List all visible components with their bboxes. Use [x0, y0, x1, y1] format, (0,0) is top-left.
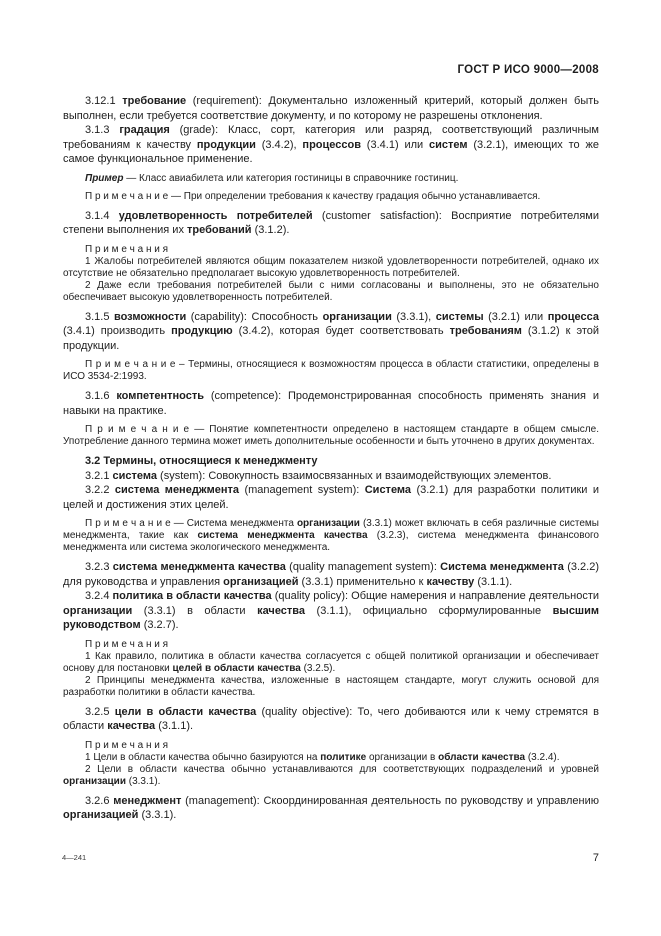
paragraph: [63, 705, 599, 734]
text-run: 2 Даже если требования потребителей были с ними согласованы и выполнены, это не обязательно обеспечивает высокую удовлетворенность потребителей.: [63, 279, 599, 303]
note-line: [63, 752, 599, 764]
text-run: (3.4.2),: [255, 138, 303, 151]
text-run: 1 Жалобы потребителей являются общим показателем низкой удовлетворенности потребителей, однако их отсутствие не обязательно предполагает высокую удовлетворенность потребителей.: [63, 255, 599, 279]
text-run: (competence): Продемонстрированная способность применять знания и навыки на практике.: [63, 390, 599, 417]
text-run: 3.2 Термины, относящиеся к менеджменту: [85, 455, 318, 467]
text-run: 3.2.5: [85, 705, 115, 718]
text-run: система менеджмента: [114, 484, 240, 496]
text-run: (3.1.1), официально сформулированные: [305, 604, 553, 617]
text-run: продукции: [196, 138, 256, 151]
footer-signature: 4—241: [62, 853, 87, 862]
text-run: требованиям: [449, 325, 522, 337]
text-run: 2 Цели в области качества обычно устанавливаются для соответствующих подразделений и уровней: [85, 763, 599, 775]
text-run: 1 Цели в области качества обычно базируются на: [85, 751, 321, 763]
text-run: система: [112, 469, 157, 482]
text-run: 3.1.6: [85, 390, 117, 402]
text-run: организации: [63, 775, 126, 787]
text-run: система менеджмента качества: [112, 561, 286, 573]
text-run: (3.2.7).: [140, 619, 179, 631]
note-line: [63, 256, 599, 280]
text-run: (3.3.1).: [125, 775, 161, 787]
section-heading: [63, 454, 599, 469]
text-run: цели в области качества: [114, 705, 257, 718]
text-run: (management system):: [239, 484, 365, 496]
text-run: организации: [322, 310, 392, 323]
text-run: (3.2.4).: [525, 751, 560, 763]
notes-group: [63, 244, 599, 304]
text-run: (3.2.2) для руководства и управления: [63, 561, 599, 588]
text-run: качеству: [426, 575, 475, 588]
notes-group: [63, 639, 599, 699]
text-run: (3.3.1).: [138, 809, 177, 821]
text-run: П р и м е ч а н и я: [85, 243, 169, 255]
note-line: [63, 651, 599, 675]
text-run: 3.1.3: [85, 124, 120, 136]
text-run: Система менеджмента: [440, 561, 564, 573]
text-run: систем: [429, 138, 468, 151]
text-run: (3.2.1) или: [483, 310, 548, 323]
text-run: (grade): Класс, сорт, категория или разряд, соответствующий различным требованиям к качеству: [63, 124, 599, 151]
text-run: (management): Скоординированная деятельность по руководству и управлению: [181, 794, 599, 807]
note-line: [63, 740, 599, 752]
note: [63, 518, 599, 554]
document-content: [63, 94, 599, 823]
paragraph: [63, 209, 599, 238]
text-run: (3.3.1),: [391, 310, 436, 323]
text-run: (capability): Способность: [186, 310, 323, 323]
paragraph: [63, 310, 599, 354]
paragraph: [63, 483, 599, 512]
text-run: 3.2.2: [85, 484, 115, 496]
text-run: качества: [257, 604, 306, 617]
note-line: [63, 764, 599, 788]
text-run: (requirement): Документально изложенный критерий, который должен быть выполнен, если требуется соответствие документу, и по которому не разрешены отклонения.: [63, 95, 600, 122]
page-header: ГОСТ Р ИСО 9000—2008: [457, 64, 599, 76]
text-run: (3.3.1) в области: [132, 604, 258, 617]
text-run: организацией: [223, 575, 299, 588]
text-run: требование: [122, 95, 187, 107]
text-run: области качества: [438, 751, 526, 763]
paragraph: [63, 794, 599, 823]
text-run: (3.1.2).: [251, 224, 290, 236]
text-run: (customer satisfaction): Восприятие потребителями степени выполнения их: [63, 209, 599, 236]
text-run: Пример: [85, 172, 124, 184]
text-run: градация: [119, 124, 170, 136]
text-run: (quality objective): То, чего добиваются или к чему стремятся в области: [63, 705, 600, 732]
text-run: 3.2.4: [85, 590, 113, 602]
text-run: 3.2.6: [85, 794, 114, 807]
note-line: [63, 280, 599, 304]
text-run: системы: [435, 310, 484, 323]
note: [63, 359, 599, 383]
text-run: — Класс авиабилета или категория гостиницы в справочнике гостиниц.: [123, 172, 459, 184]
note-line: [63, 639, 599, 651]
text-run: организации в: [366, 751, 439, 763]
text-run: 3.2.1: [85, 469, 113, 482]
text-run: процесса: [547, 310, 599, 323]
text-run: П р и м е ч а н и е — Понятие компетентности определено в настоящем стандарте в общем смысле. Употребление данного термина может иметь дополнительные особенности и быть уточнено в других документах.: [63, 424, 599, 447]
text-run: возможности: [113, 310, 187, 323]
paragraph: [63, 389, 599, 418]
text-run: организацией: [63, 809, 139, 821]
paragraph: [63, 123, 599, 167]
text-run: П р и м е ч а н и я: [85, 638, 169, 650]
paragraph: [63, 469, 599, 484]
text-run: (3.1.1).: [155, 720, 194, 732]
text-run: (quality management system):: [285, 561, 441, 573]
text-run: компетентность: [116, 390, 205, 402]
page-number: 7: [592, 852, 599, 864]
text-run: 3.1.4: [85, 209, 119, 222]
text-run: П р и м е ч а н и е — При определении требования к качеству градация обычно устанавливается.: [85, 190, 541, 202]
text-run: П р и м е ч а н и я: [85, 739, 169, 751]
text-run: (3.3.1) применительно к: [298, 575, 427, 588]
paragraph: [63, 94, 599, 123]
text-run: (3.3.1) может включать в себя различные системы менеджмента, такие как: [63, 518, 599, 541]
text-run: целей в области качества: [172, 662, 301, 674]
notes-group: [63, 740, 599, 788]
text-run: (3.4.1) или: [360, 138, 429, 151]
text-run: процессов: [302, 138, 361, 151]
text-run: 3.12.1: [85, 95, 123, 107]
text-run: (3.2.1), имеющих то же самое функциональное применение.: [63, 138, 599, 165]
text-run: система менеджмента качества: [197, 530, 368, 541]
text-run: менеджмент: [113, 794, 182, 807]
text-run: организации: [63, 604, 133, 617]
text-run: высшим руководством: [63, 604, 599, 631]
text-run: организации: [296, 518, 360, 529]
text-run: (3.1.2) к этой продукции.: [63, 325, 599, 352]
text-run: (quality policy): Общие намерения и направление деятельности: [271, 590, 600, 602]
text-run: Система: [364, 484, 412, 496]
text-run: П р и м е ч а н и е — Система менеджмента: [85, 518, 297, 529]
note-line: [63, 244, 599, 256]
text-run: удовлетворенность потребителей: [118, 209, 313, 222]
text-run: продукцию: [171, 325, 233, 337]
text-run: (3.2.3), система менеджмента финансового менеджмента или система экологического менеджмента.: [63, 530, 599, 553]
note-line: [63, 675, 599, 699]
text-run: (3.4.2), которая будет соответствовать: [232, 325, 450, 337]
text-run: П р и м е ч а н и е – Термины, относящиеся к возможностям процесса в области статистики, определены в ИСО 3534-2:1993.: [63, 359, 599, 382]
note: [63, 191, 599, 203]
text-run: (3.1.1).: [474, 575, 513, 588]
text-run: (3.2.5).: [300, 662, 336, 674]
example: [63, 173, 599, 185]
text-run: качества: [107, 720, 156, 732]
text-run: (3.4.1) производить: [63, 325, 172, 337]
text-run: 3.1.5: [85, 310, 114, 323]
note: [63, 424, 599, 448]
text-run: требований: [187, 224, 252, 236]
text-run: политике: [320, 751, 367, 763]
text-run: политика в области качества: [112, 590, 272, 602]
text-run: 1 Как правило, политика в области качества согласуется с общей политикой организации и обеспечивает основу для постановки: [63, 650, 599, 674]
paragraph: [63, 589, 599, 633]
text-run: (3.2.1) для разработки политики и целей и достижения этих целей.: [63, 484, 600, 511]
paragraph: [63, 560, 599, 589]
text-run: 2 Принципы менеджмента качества, изложенные в настоящем стандарте, могут служить основой для разработки политики в области качества.: [63, 674, 599, 698]
text-run: 3.2.3: [85, 561, 113, 573]
text-run: (system): Совокупность взаимосвязанных и взаимодействующих элементов.: [157, 469, 552, 482]
